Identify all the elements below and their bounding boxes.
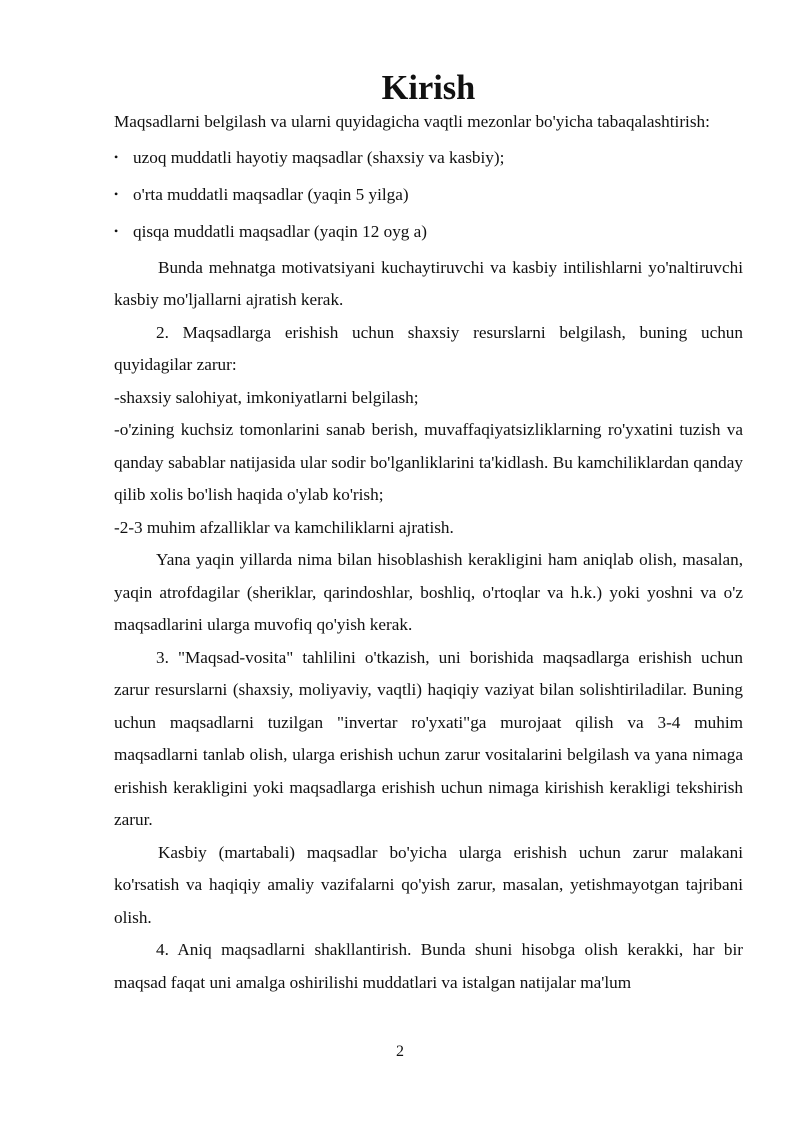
paragraph-motivation: Bunda mehnatga motivatsiyani kuchaytiruvchi va kasbiy intilishlarni yo'naltiruvchi kasbiy mo'ljallarni ajratish kerak. [114,257,743,309]
paragraph-surroundings: Yana yaqin yillarda nima bilan hisoblashish kerakligini ham aniqlab olish, masalan, yaqin atrofdagilar (sheriklar, qarindoshlar, boshliq, o'rtoqlar va h.k.) yoki yoshni va o'z maqsadlarini ularga muvofiq qo'yish kerak. [114,550,743,634]
paragraph-potential: -shaxsiy salohiyat, imkoniyatlarni belgilash; [114,387,419,407]
paragraph-specific-goals: 4. Aniq maqsadlarni shakllantirish. Bunda shuni hisobga olish kerakki, har bir maqsad faqat uni amalga oshirilishi muddatlari va istalgan natijalar ma'lum [114,940,743,992]
bullet-icon: • [114,223,119,238]
intro-paragraph: Maqsadlarni belgilash va ularni quyidagicha vaqtli mezonlar bo'yicha tabaqalashtirish: [114,112,710,131]
list-item-text: qisqa muddatli maqsadlar (yaqin 12 oyg a) [133,221,428,241]
list-item-text: o'rta muddatli maqsadlar (yaqin 5 yilga) [133,184,409,204]
list-item [114,139,743,176]
paragraph-weaknesses: -o'zining kuchsiz tomonlarini sanab berish, muvaffaqiyatsizliklarning ro'yxatini tuzish va qanday sabablar natijasida ular sodir bo'lganliklarini ta'kidlash. Bu kamchiliklardan qanday qilib xolis bo'lish haqida o'ylab ko'rish; [114,420,743,504]
page-number: 2 [396,1043,404,1060]
list-item-text: uzoq muddatli hayotiy maqsadlar (shaxsiy va kasbiy); [133,147,505,167]
bullet-icon: • [114,149,119,164]
bullet-icon: • [114,186,119,201]
goal-list [114,139,743,250]
list-item [114,213,743,250]
paragraph-advantages: -2-3 muhim afzalliklar va kamchiliklarni ajratish. [114,517,454,537]
document-page [114,69,743,999]
list-item [114,176,743,213]
paragraph-resources: 2. Maqsadlarga erishish uchun shaxsiy resurslarni belgilash, buning uchun quyidagilar zarur: [114,322,743,374]
paragraph-career-goals: Kasbiy (martabali) maqsadlar bo'yicha ularga erishish uchun zarur malakani ko'rsatish va haqiqiy amaliy vazifalarni qo'yish zarur, masalan, yetishmayotgan tajribani olish. [114,842,743,927]
page-title: Kirish [381,69,476,107]
paragraph-goal-means: 3. "Maqsad-vosita" tahlilini o'tkazish, uni borishida maqsadlarga erishish uchun zarur resurslarni (shaxsiy, moliyaviy, vaqtli) haqiqiy vaziyat bilan solishtiriladilar. Buning uchun maqsadlarni tuzilgan "invertar ro'yxati"ga murojaat qilish va 3-4 muhim maqsadlarni tanlab olish, ularga erishish uchun zarur vositalarini belgilash va yana nimaga erishish kerakligini yoki maqsadlarga erishish uchun nimaga kirishish kerakligi tekshirish zarur. [114,647,743,829]
